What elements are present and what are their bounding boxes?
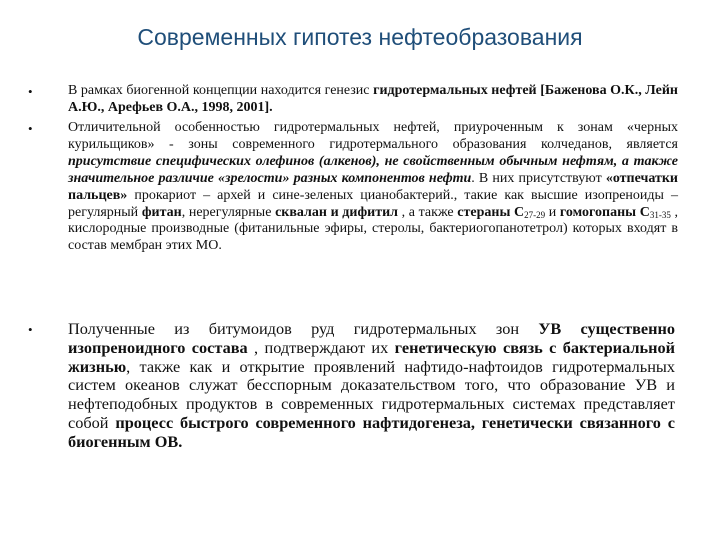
paragraph-1: В рамках биогенной концепции находится генезис гидротермальных нефтей [Баженова О.К., Лейн А.Ю., Арефьев О.А., 1998, 2001]. [68,83,678,115]
paragraph-2: Отличительной особенностью гидротермальных нефтей, приуроченным к зонам «черных курильщиков» - зоны современного гидротермального образования колчеданов, является присутствие специфических олефинов (алкенов), не свойственным обычным нефтям, а также значительное различие «зрелости» разных компонентов нефти. В них присутствуют «отпечатки пальцев» прокариот – архей и сине-зеленых цианобактерий., такие как высшие изопреноиды – регулярный фитан, нерегулярные сквалан и дифитил , а также стераны $С_{27-29}$ и гомогопаны $С_{31-35}$ , кислородные производные (фитанильные эфиры, стеролы, бактериогопанотетрол) которых входят в состав мембран этих МО. [68,120,678,254]
paragraph-3: Полученные из битумоидов руд гидротермальных зон УВ существенно изопреноидного состава , подтверждают их генетическую связь с бактериальной жизнью, также как и открытие проявлений нафтидо-нафтоидов гидротермальных систем океанов служат бесспорным доказательством того, что образование УВ и нефтеподобных продуктов в современных гидротермальных системах представляет собой процесс быстрого современного нафтидогенеза, генетически связанного с биогенным ОВ. [68,319,675,451]
bullet-1: • [28,84,33,99]
bullet-3: • [28,322,33,337]
bullet-2: • [28,121,33,136]
slide-title: Современных гипотез нефтеобразования [137,24,583,50]
